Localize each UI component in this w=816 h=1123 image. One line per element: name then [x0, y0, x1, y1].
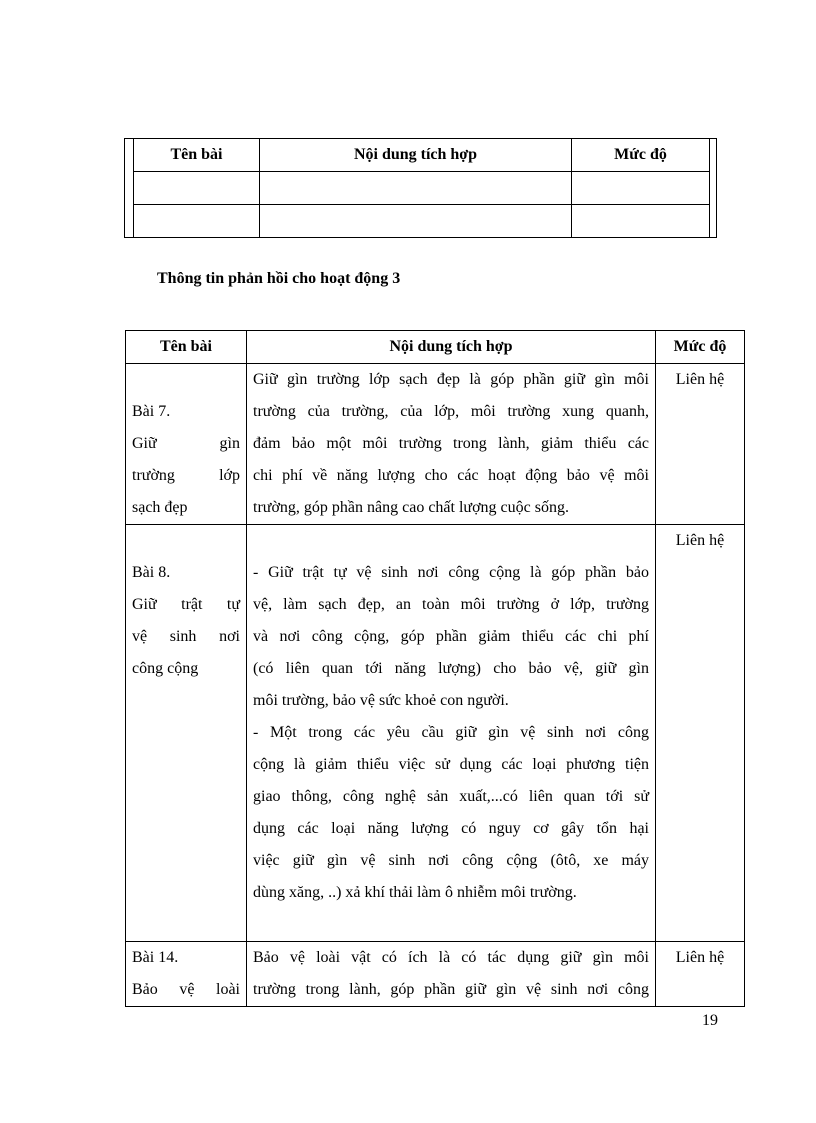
content-line: trường của trường, của lớp, môi trường xung quanh, [253, 403, 649, 420]
content-line: vệ, làm sạch đẹp, an toàn môi trường ở lớp, trường [253, 596, 649, 613]
table-cell [572, 172, 710, 205]
lesson-name-line: Giữ trật tự [132, 596, 240, 613]
header-muc-do: Mức độ [656, 331, 745, 364]
lesson-name-line: Bài 7. [132, 403, 171, 420]
section-heading: Thông tin phản hồi cho hoạt động 3 [157, 270, 401, 287]
header-noi-dung: Nội dung tích hợp [247, 331, 656, 364]
table-cell [260, 205, 572, 238]
content-line: việc giữ gìn vệ sinh nơi công cộng (ôtô, xe máy [253, 852, 649, 869]
content-line: giao thông, công nghệ sản xuất,...có liên quan tới sử [253, 788, 649, 805]
lesson-name-line: trường lớp [132, 467, 240, 484]
integration-content-cell [247, 942, 656, 1007]
table-cell [134, 172, 260, 205]
header-ten-bai: Tên bài [126, 331, 247, 364]
lesson-name-line: Bài 8. [132, 564, 171, 581]
table-cell [134, 205, 260, 238]
content-line: đảm bảo một môi trường trong lành, giảm thiểu các [253, 435, 649, 452]
header-ten-bai: Tên bài [134, 139, 260, 172]
table-row [126, 525, 745, 942]
lesson-name-line: Bài 14. [132, 949, 179, 966]
level-cell: Liên hệ [656, 364, 745, 525]
table-cell [572, 205, 710, 238]
content-line: cộng là giảm thiểu việc sử dụng các loại phương tiện [253, 756, 649, 773]
content-line: Bảo vệ loài vật có ích là có tác dụng giữ gìn môi [253, 949, 649, 966]
table-row [126, 364, 745, 525]
integration-content-cell [247, 364, 656, 525]
table-row [126, 942, 745, 1007]
table-row [134, 205, 710, 238]
content-line: môi trường, bảo vệ sức khoẻ con người. [253, 692, 509, 709]
lesson-name-line: vệ sinh nơi [132, 628, 240, 645]
content-line: dùng xăng, ..) xả khí thải làm ô nhiễm môi trường. [253, 884, 577, 901]
lesson-name-cell [126, 525, 247, 942]
content-line: và nơi công cộng, góp phần giảm thiểu các chi phí [253, 628, 649, 645]
level-cell: Liên hệ [656, 942, 745, 1007]
table-cell [260, 172, 572, 205]
lesson-name-line: sạch đẹp [132, 499, 188, 516]
content-line: - Giữ trật tự vệ sinh nơi công cộng là góp phần bảo [253, 564, 649, 581]
content-line: dụng các loại năng lượng có nguy cơ gây tổn hại [253, 820, 649, 837]
lesson-name-cell [126, 942, 247, 1007]
lesson-name-cell [126, 364, 247, 525]
page-number: 19 [702, 1012, 718, 1029]
level-cell: Liên hệ [656, 525, 745, 942]
empty-activity-table-frame [124, 138, 717, 238]
table-row [134, 172, 710, 205]
feedback-table [125, 330, 745, 1007]
content-line: trường trong lành, góp phần giữ gìn vệ sinh nơi công [253, 981, 649, 998]
integration-content-cell [247, 525, 656, 942]
content-line: (có liên quan tới năng lượng) cho bảo vệ, giữ gìn [253, 660, 649, 677]
lesson-name-line: công cộng [132, 660, 199, 677]
header-muc-do: Mức độ [572, 139, 710, 172]
content-line: trường, góp phần nâng cao chất lượng cuộc sống. [253, 499, 569, 516]
content-line: chi phí về năng lượng cho các hoạt động bảo vệ môi [253, 467, 649, 484]
lesson-name-line: Giữ gìn [132, 435, 240, 452]
empty-activity-table [133, 139, 710, 237]
table-header-row [134, 139, 710, 172]
content-line: Giữ gìn trường lớp sạch đẹp là góp phần giữ gìn môi [253, 371, 649, 388]
lesson-name-line: Bảo vệ loài [132, 981, 240, 998]
header-noi-dung: Nội dung tích hợp [260, 139, 572, 172]
content-line: - Một trong các yêu cầu giữ gìn vệ sinh nơi công [253, 724, 649, 741]
table-header-row [126, 331, 745, 364]
